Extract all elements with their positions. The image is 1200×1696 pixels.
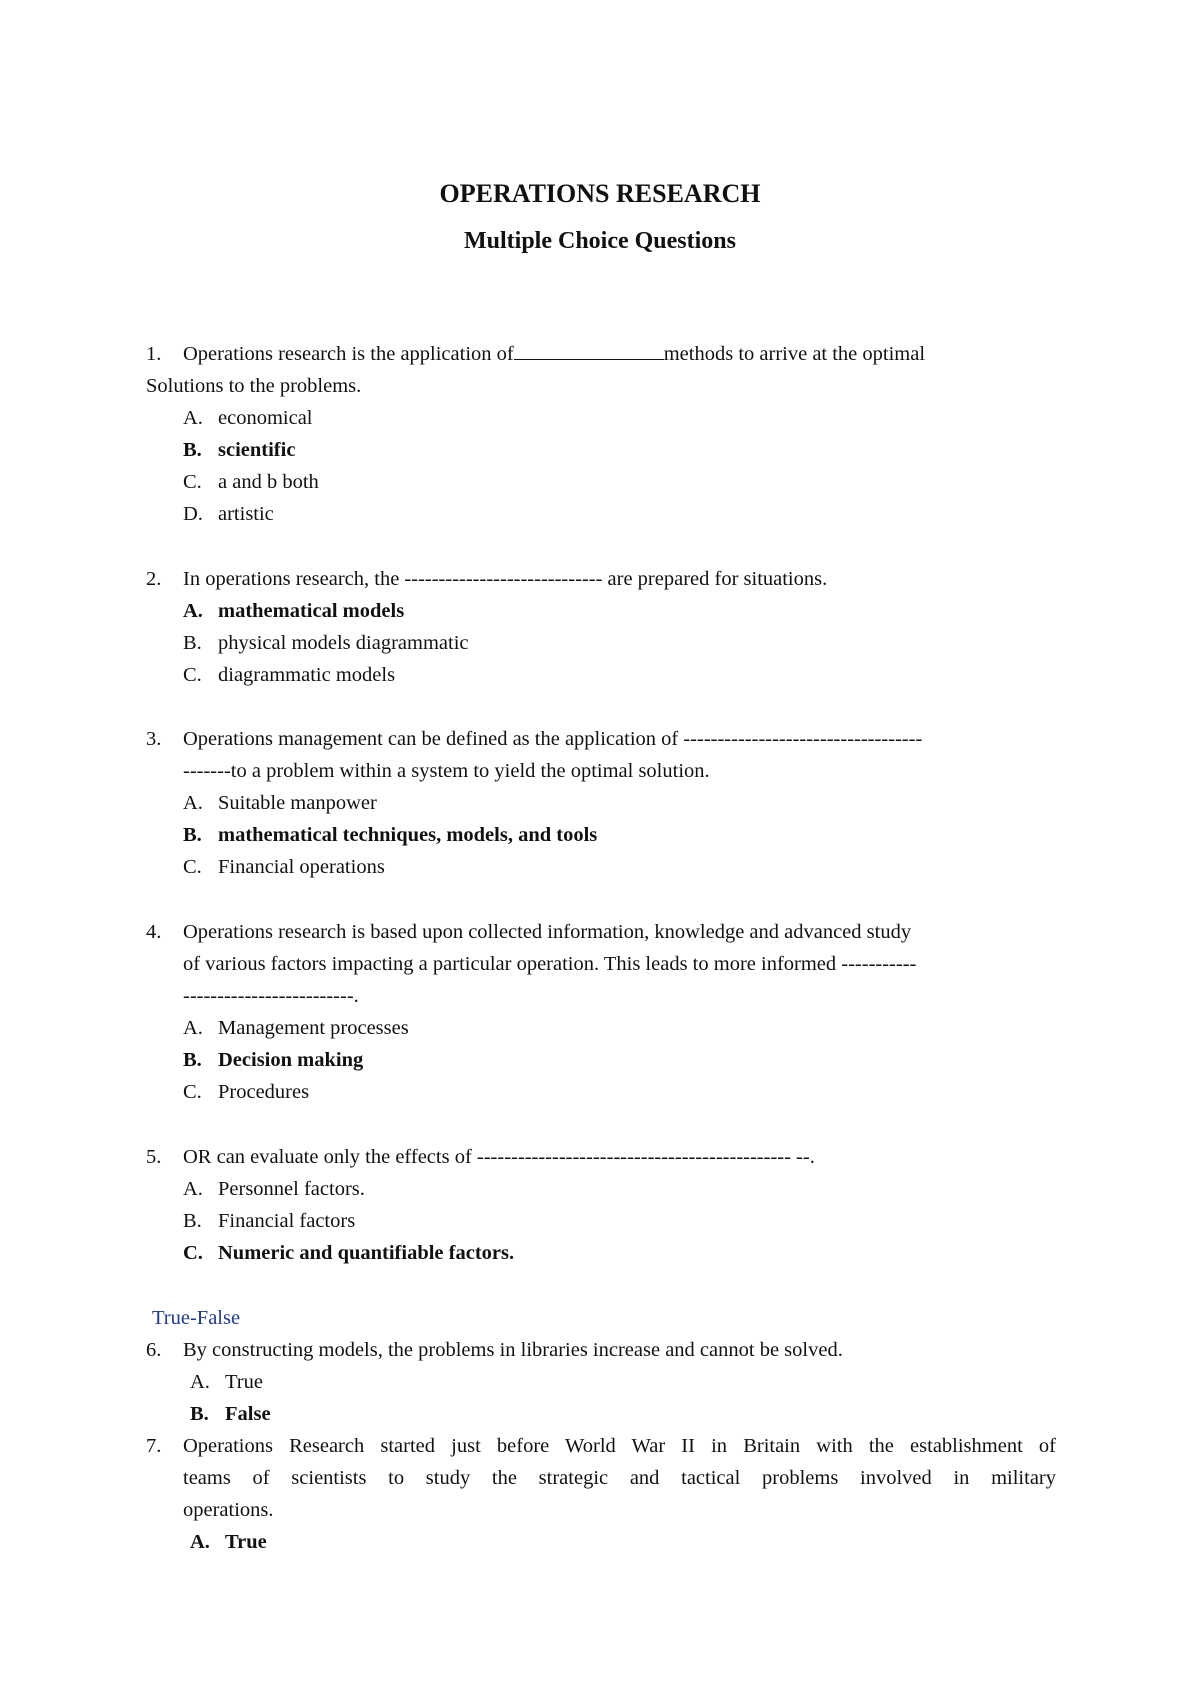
question-text: methods to arrive at the optimal (663, 343, 926, 365)
question-3-continuation: -------to a problem within a system to yield the optimal solution. (183, 760, 710, 782)
option-7a-correct: A. True (190, 1531, 267, 1553)
question-1-continuation: Solutions to the problems. (146, 375, 362, 397)
question-text: OR can evaluate only the effects of ---------------------------------------------- --. (183, 1146, 815, 1168)
question-text: In operations research, the ----------------------------- are prepared for situations. (183, 568, 828, 590)
document-title: OPERATIONS RESEARCH (439, 179, 761, 208)
question-1 (146, 338, 1056, 370)
option-6a: A. True (190, 1371, 263, 1393)
question-number: 1. (146, 343, 162, 365)
question-4: 4. Operations research is based upon collected information, knowledge and advanced study (146, 921, 912, 943)
option-2b: B. physical models diagrammatic (183, 632, 469, 654)
option-3a: A. Suitable manpower (183, 792, 377, 814)
option-5c-correct: C. Numeric and quantifiable factors. (183, 1242, 515, 1264)
option-6b-correct: B. False (190, 1403, 271, 1425)
option-4c: C. Procedures (183, 1081, 310, 1103)
question-text: Operations management can be defined as the application of ----------------------------------- (183, 728, 923, 750)
question-4-continuation: -------------------------. (183, 985, 359, 1007)
option-1d: D. artistic (183, 503, 274, 525)
question-text: By constructing models, the problems in libraries increase and cannot be solved. (183, 1339, 843, 1361)
option-3c: C. Financial operations (183, 856, 385, 878)
answer-blank (514, 343, 664, 360)
question-7: 7. Operations Research started just before World War II in Britain with the establishment of (146, 1435, 1056, 1457)
question-text: Operations Research started just before World War II in Britain with the establishment of (183, 1435, 1056, 1457)
question-6: 6. By constructing models, the problems in libraries increase and cannot be solved. (146, 1339, 843, 1361)
option-5a: A. Personnel factors. (183, 1178, 365, 1200)
option-1b-correct: B. scientific (183, 439, 296, 461)
option-4b-correct: B. Decision making (183, 1049, 364, 1071)
question-5: 5. OR can evaluate only the effects of ---------------------------------------------- --. (146, 1146, 815, 1168)
option-2c: C. diagrammatic models (183, 664, 396, 686)
section-heading-true-false: True-False (152, 1307, 241, 1329)
question-3: 3. Operations management can be defined as the application of ----------------------------------- (146, 728, 923, 750)
option-2a-correct: A. mathematical models (183, 600, 405, 622)
question-2: 2. In operations research, the ----------------------------- are prepared for situations. (146, 568, 828, 590)
option-1c: C. a and b both (183, 471, 319, 493)
question-text: Operations research is the application of (183, 343, 514, 365)
option-3b-correct: B. mathematical techniques, models, and tools (183, 824, 598, 846)
option-5b: B. Financial factors (183, 1210, 356, 1232)
question-4-continuation: of various factors impacting a particular operation. This leads to more informed ----------- (183, 953, 917, 975)
option-4a: A. Management processes (183, 1017, 409, 1039)
question-text: Operations research is based upon collected information, knowledge and advanced study (183, 921, 912, 943)
document-subtitle: Multiple Choice Questions (463, 228, 736, 254)
option-1a: A. economical (183, 407, 313, 429)
question-7-continuation: teams of scientists to study the strategic and tactical problems involved in military (183, 1467, 1056, 1489)
question-7-continuation: operations. (183, 1499, 274, 1521)
